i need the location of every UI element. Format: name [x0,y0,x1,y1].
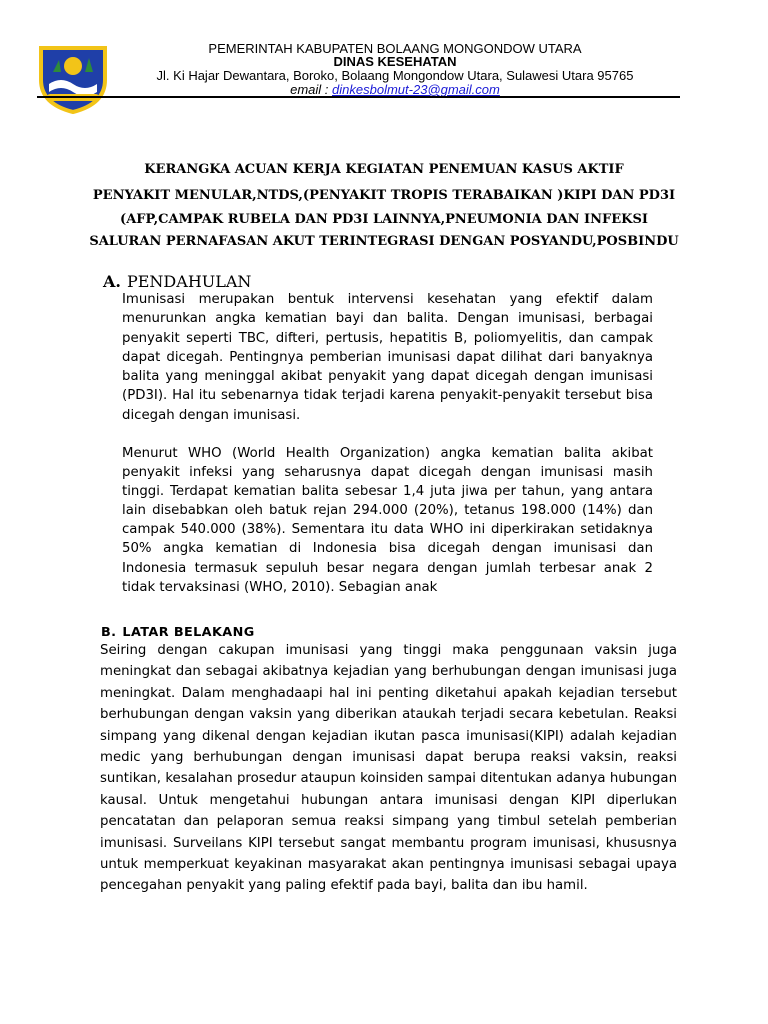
section-a-heading [103,272,251,291]
document-title-line-2: PENYAKIT MENULAR,NTDS,(PENYAKIT TROPIS TERABAIKAN )KIPI DAN PD3I [92,188,676,203]
regency-emblem-icon [37,42,109,114]
email-link[interactable]: dinkesbolmut-23@gmail.com [332,82,500,97]
section-b-number: B. [101,625,117,640]
header-department: DINAS KESEHATAN [333,54,457,69]
document-title-line-1: KERANGKA ACUAN KERJA KEGIATAN PENEMUAN KASUS AKTIF [144,162,624,177]
section-a-title: PENDAHULAN [126,272,252,291]
header-government: PEMERINTAH KABUPATEN BOLAANG MONGONDOW UTARA [208,41,582,56]
section-b-title: LATAR BELAKANG [122,625,255,640]
section-b-heading [101,625,255,640]
header-email-line [110,82,680,97]
email-label: email : [290,82,333,97]
header-divider [37,96,680,98]
document-title-line-3: (AFP,CAMPAK RUBELA DAN PD3I LAINNYA,PNEUMONIA DAN INFEKSI [120,212,648,227]
section-a-number: A. [103,272,121,291]
section-a-paragraph-2: Menurut WHO (World Health Organization) angka kematian balita akibat penyakit infeksi yang seharusnya dapat dicegah dengan imunisasi masih tinggi. Terdapat kematian balita sebesar 1,4 juta jiwa per tahun, yang antara lain disebabkan oleh batuk rejan 294.000 (20%), tetanus 198.000 (14%) dan campak 540.000 (38%). Sementara itu data WHO ini diperkirakan setidaknya 50% angka kematian di Indonesia bisa dicegah dengan imunisasi dan Indonesia termasuk sepuluh besar negara dengan jumlah terbesar anak 2 tidak tervaksinasi (WHO, 2010). Sebagian anak [122,446,653,595]
header-address: Jl. Ki Hajar Dewantara, Boroko, Bolaang Mongondow Utara, Sulawesi Utara 95765 [156,68,634,83]
section-b-paragraph: Seiring dengan cakupan imunisasi yang tinggi maka penggunaan vaksin juga meningkat dan sebagai akibatnya kejadian yang berhubungan dengan imunisasi juga meningkat. Dalam menghadaapi hal ini penting diketahui apakah kejadian tersebut berhubungan dengan vaksin yang diberikan ataukah terjadi secara kebetulan. Reaksi simpang yang dikenal dengan kejadian ikutan pasca imunisasi(KIPI) adalah kejadian medic yang berhubungan dengan imunisasi dapat berupa reaksi vaksin, reaksi suntikan, kesalahan prosedur ataupun koinsiden sampai ditentukan adanya hubungan kausal. Untuk mengetahui hubungan antara imunisasi dengan KIPI diperlukan pencatatan dan pelaporan semua reaksi simpang yang timbul setelah pemberian imunisasi. Surveilans KIPI tersebut sangat membantu program imunisasi, khususnya untuk memperkuat keyakinan masyarakat akan pentingnya imunisasi sebagai upaya pencegahan penyakit yang paling efektif pada bayi, balita dan ibu hamil. [100,643,677,894]
section-a-paragraph-1: Imunisasi merupakan bentuk intervensi kesehatan yang efektif dalam menurunkan angka kematian bayi dan balita. Dengan imunisasi, berbagai penyakit seperti TBC, difteri, pertusis, hepatitis B, poliomyelitis, dan campak dapat dicegah. Pentingnya pemberian imunisasi dapat dilihat dari banyaknya balita yang meninggal akibat penyakit yang dapat dicegah dengan imunisasi (PD3I). Hal itu sebenarnya tidak terjadi karena penyakit-penyakit tersebut bisa dicegah dengan imunisasi. [122,292,653,423]
document-title-line-4: SALURAN PERNAFASAN AKUT TERINTEGRASI DENGAN POSYANDU,POSBINDU [89,234,679,249]
